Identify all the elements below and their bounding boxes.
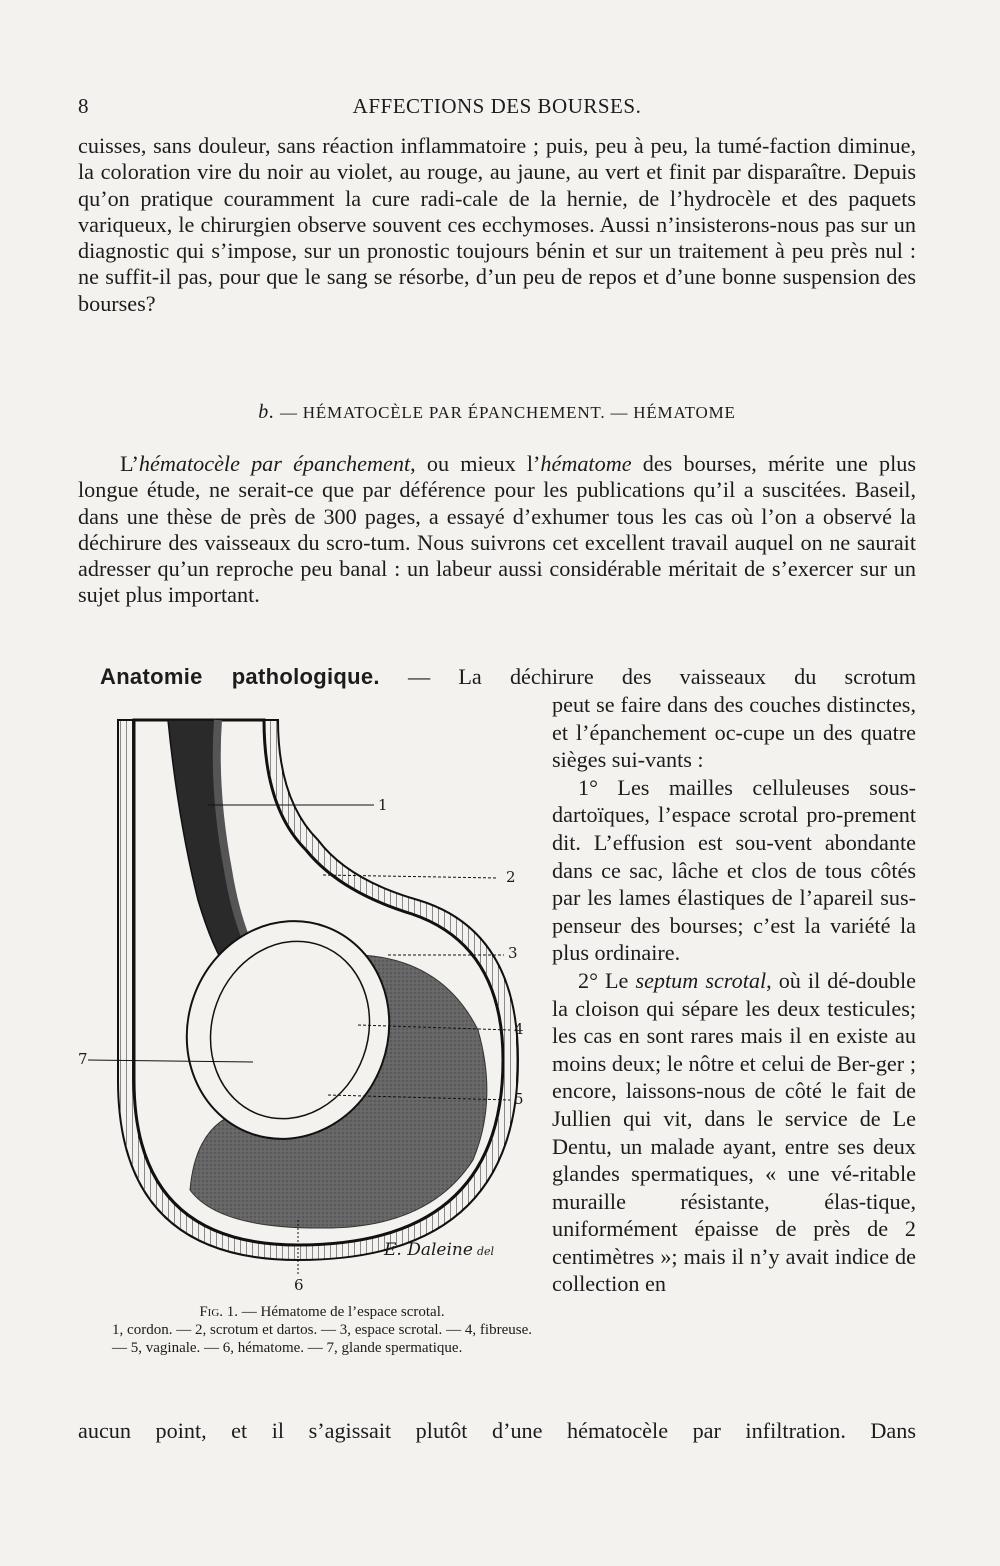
page-number: 8 xyxy=(78,94,89,118)
anatomie-intro: peut se faire dans des couches distinctes, et l’épanchement oc-cupe un des quatre sièges sui-vants : xyxy=(552,692,916,773)
figure-caption xyxy=(112,1303,532,1357)
running-title: AFFECTIONS DES BOURSES. xyxy=(352,94,642,118)
p2-mid: , ou mieux l’ xyxy=(410,451,541,476)
label-7: 7 xyxy=(78,1050,88,1068)
signature-del: del xyxy=(476,1245,495,1258)
term-septum: septum scrotal xyxy=(635,967,767,993)
right-text-column xyxy=(552,691,916,1298)
artist-signature xyxy=(384,1240,494,1260)
caption-title-text: — Hématome de l’espace scrotal. xyxy=(238,1304,445,1320)
section-letter: b. xyxy=(258,401,275,423)
term-hematocele: hématocèle par épanchement xyxy=(138,451,411,476)
item-2 xyxy=(552,967,916,1298)
label-5: 5 xyxy=(514,1090,524,1108)
label-4: 4 xyxy=(514,1020,524,1038)
section-heading xyxy=(78,401,916,424)
label-6: 6 xyxy=(294,1276,304,1294)
paragraph-continuation: cuisses, sans douleur, sans réaction inflammatoire ; puis, peu à peu, la tumé-faction diminue, la coloration vire du noir au violet, au rouge, au jaune, au vert et finit par disparaître. Depuis qu’on pratique couramment la cure radi-cale de la hernie, de l’hydrocèle et des paquets variqueux, le chirurgien observe souvent ces ecchymoses. Aussi n’insisterons-nous pas sur un diagnostic qui s’impose, sur un pronostic toujours bénin et sur un traitement à peu près nul : ne suffit-il pas, pour que le sang se résorbe, d’un peu de repos et d’une bonne suspension des bourses? xyxy=(78,133,916,316)
caption-title xyxy=(112,1303,532,1321)
anatomie-first-text: — La déchirure des vaisseaux du scrotum xyxy=(379,664,916,689)
anatomical-figure xyxy=(78,700,548,1300)
anatomie-first-line xyxy=(100,664,916,690)
item-2-rest: , où il dé-double la cloison qui sépare les deux testicules; les cas en sont rares mais il en existe au moins deux; le nôtre et celui de Ber-ger ; encore, laissons-nous de côté le fait de Jullien qui vit, dans le service de Le Dentu, un malade ayant, entre ses deux glandes spermatiques, « une vé-ritable muraille résistante, élas-tique, uniformément épaisse de près de 2 centimètres »; mais il n’y avait indice de collection en xyxy=(552,967,917,1297)
section-title: — HÉMATOCÈLE PAR ÉPANCHEMENT. — HÉMATOME xyxy=(279,403,736,422)
label-1: 1 xyxy=(378,796,388,814)
caption-fig-number: Fig. 1. xyxy=(199,1304,239,1320)
item-1: 1° Les mailles celluleuses sous-dartoïques, l’espace scrotal pro-prement dit. L’effusion est sou-vent abondante dans ce sac, lâche et clos de tous côtés par les lames élastiques de l’apareil sus-penseur des bourses; c’est la variété la plus ordinaire. xyxy=(552,774,916,966)
page-header xyxy=(78,94,916,124)
scrotum-diagram xyxy=(78,700,548,1300)
label-3: 3 xyxy=(508,944,518,962)
paragraph-hematocele xyxy=(78,451,916,609)
p2-lead: L’ xyxy=(120,451,139,476)
item-2-num: 2° Le xyxy=(578,967,636,993)
anatomie-heading: Anatomie pathologique. xyxy=(100,664,380,689)
p2-rest: des bourses, mérite une plus longue étude, ne serait-ce que par déférence pour les publications qu’il a suscitées. Baseil, dans une thèse de près de 300 pages, a essayé d’exhumer tous les cas où l’on a observé la déchirure des vaisseaux du scro-tum. Nous suivrons cet excellent travail auquel on ne saurait adresser qu’un reproche peu banal : un labeur aussi considérable méritait de s’exercer sur un sujet plus important. xyxy=(78,451,916,608)
last-line: aucun point, et il s’agissait plutôt d’une hématocèle par infiltration. Dans xyxy=(78,1418,916,1443)
signature-name: E. Daleine xyxy=(384,1240,473,1260)
term-hematome: hématome xyxy=(540,451,632,476)
label-2: 2 xyxy=(506,868,516,886)
caption-legend: 1, cordon. — 2, scrotum et dartos. — 3, espace scrotal. — 4, fibreuse. — 5, vaginale. — 6, hématome. — 7, glande spermatique. xyxy=(112,1322,532,1356)
